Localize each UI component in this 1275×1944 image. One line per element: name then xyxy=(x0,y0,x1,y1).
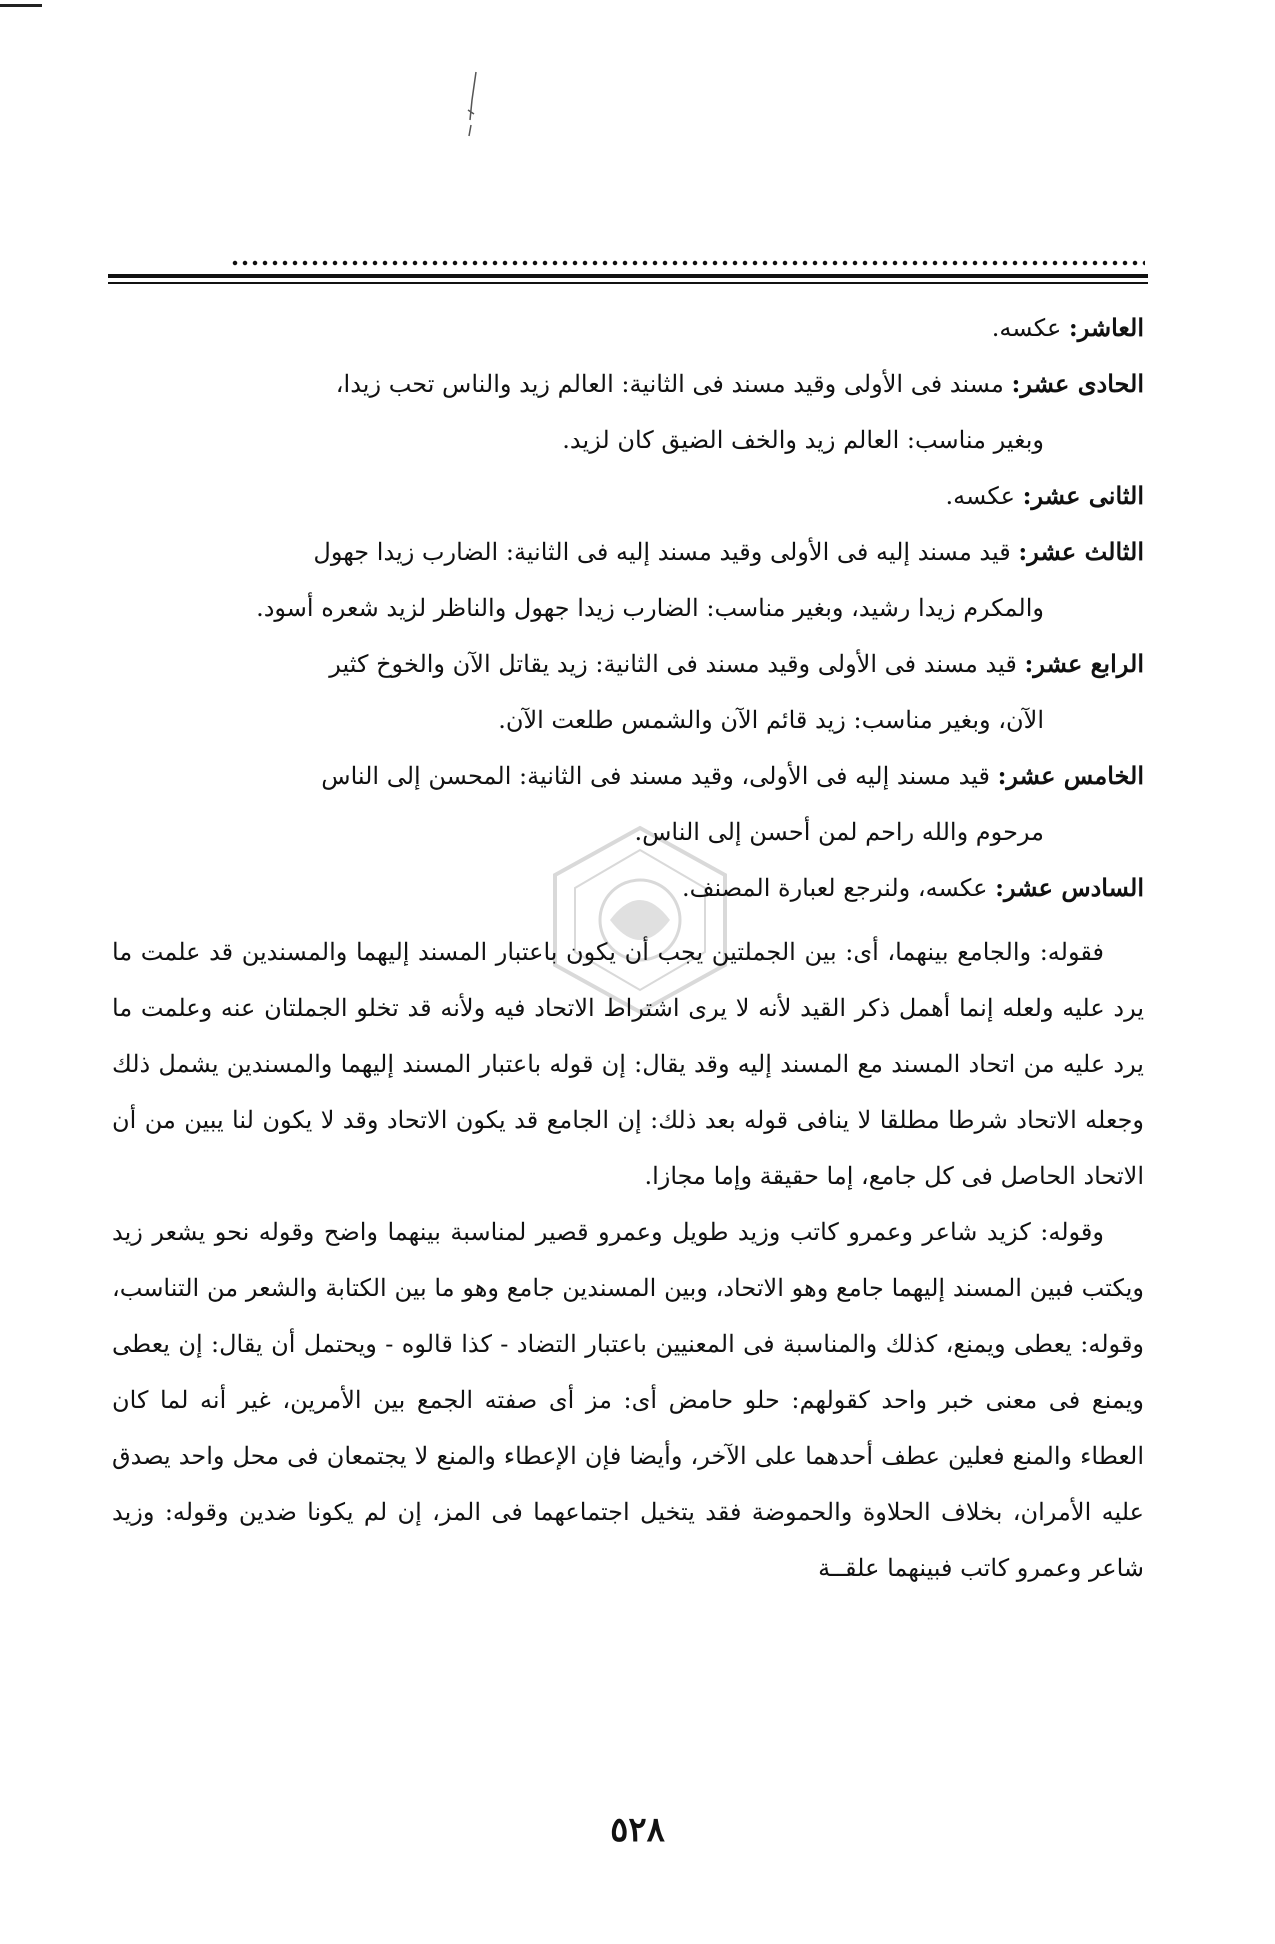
entry-text: قيد مسند إليه فى الأولى، وقيد مسند فى الثانية: المحسن إلى الناس xyxy=(321,762,990,790)
entry-thirteenth xyxy=(112,524,1144,636)
entry-continuation: الآن، وبغير مناسب: زيد قائم الآن والشمس طلعت الآن. xyxy=(498,706,1044,734)
header-rule xyxy=(108,274,1148,278)
header-dotted-line xyxy=(230,258,1145,268)
entry-eleventh xyxy=(112,356,1144,468)
entry-label: الثانى عشر: xyxy=(1022,481,1144,510)
entry-sixteenth xyxy=(112,860,1144,916)
entry-text: مسند فى الأولى وقيد مسند فى الثانية: العالم زيد والناس تحب زيدا، xyxy=(335,370,1004,398)
entry-continuation: والمكرم زيدا رشيد، وبغير مناسب: الضارب زيدا جهول والناظر لزيد شعره أسود. xyxy=(256,594,1044,622)
entry-text: عكسه. xyxy=(991,314,1062,342)
entry-label: الثالث عشر: xyxy=(1018,537,1144,566)
pen-stroke-mark xyxy=(462,70,486,140)
commentary-paragraph: فقوله: والجامع بينهما، أى: بين الجملتين يجب أن يكون باعتبار المسند إليهما والمسندين قد علمت ما يرد عليه ولعله إنما أهمل ذكر القيد لأنه لا يرى اشتراط الاتحاد فيه ولأنه قد تخلو الجملتان عنه وعلمت ما يرد عليه من اتحاد المسند مع المسند إليه وقد يقال: إن قوله باعتبار المسند إليهما والمسندين يشمل ذلك وجعله الاتحاد شرطا مطلقا لا ينافى قوله بعد ذلك: إن الجامع قد يكون الاتحاد وقد لا يكون لنا يبين من أن الاتحاد الحاصل فى كل جامع، إما حقيقة وإما مجازا. xyxy=(112,938,1145,1190)
commentary xyxy=(112,924,1144,1596)
entry-text: قيد مسند فى الأولى وقيد مسند فى الثانية: زيد يقاتل الآن والخوخ كثير xyxy=(329,650,1017,678)
entry-fifteenth xyxy=(112,748,1144,860)
entry-text: عكسه. xyxy=(945,482,1015,510)
entry-tenth xyxy=(112,300,1144,356)
entry-continuation: مرحوم والله راحم لمن أحسن إلى الناس. xyxy=(634,818,1044,846)
entry-fourteenth xyxy=(112,636,1144,748)
entry-label: العاشر: xyxy=(1068,313,1144,342)
header-rule-thin xyxy=(108,282,1148,284)
entry-label: الرابع عشر: xyxy=(1024,649,1144,678)
entry-label: السادس عشر: xyxy=(995,873,1144,902)
page-text xyxy=(112,300,1144,1596)
entry-continuation: وبغير مناسب: العالم زيد والخف الضيق كان لزيد. xyxy=(562,426,1044,454)
scan-corner-mark xyxy=(0,4,42,7)
entry-twelfth xyxy=(112,468,1144,524)
entry-text: عكسه، ولنرجع لعبارة المصنف. xyxy=(682,874,988,902)
page-number: ٥٢٨ xyxy=(610,1810,665,1850)
entry-text: قيد مسند إليه فى الأولى وقيد مسند إليه فى الثانية: الضارب زيدا جهول xyxy=(313,538,1011,566)
entry-label: الخامس عشر: xyxy=(997,761,1144,790)
commentary-paragraph: وقوله: كزيد شاعر وعمرو كاتب وزيد طويل وعمرو قصير لمناسبة بينهما واضح وقوله نحو يشعر زيد ويكتب فبين المسند إليهما جامع وهو الاتحاد، وبين المسندين جامع وهو ما بين الكتابة والشعر من التناسب، وقوله: يعطى ويمنع، كذلك والمناسبة فى المعنيين باعتبار التضاد - كذا قالوه - ويحتمل أن يقال: إن يعطى ويمنع فى معنى خبر واحد كقولهم: حلو حامض أى: مز أى صفته الجمع بين الأمرين، غير أنه لما كان العطاء والمنع فعلين عطف أحدهما على الآخر، وأيضا فإن الإعطاء والمنع لا يجتمعان فى محل واحد يصدق عليه الأمران، بخلاف الحلاوة والحموضة فقد يتخيل اجتماعهما فى المز، إن لم يكونا ضدين وقوله: وزيد شاعر وعمرو كاتب فبينهما علقــة xyxy=(112,1218,1144,1582)
entry-label: الحادى عشر: xyxy=(1011,369,1144,398)
